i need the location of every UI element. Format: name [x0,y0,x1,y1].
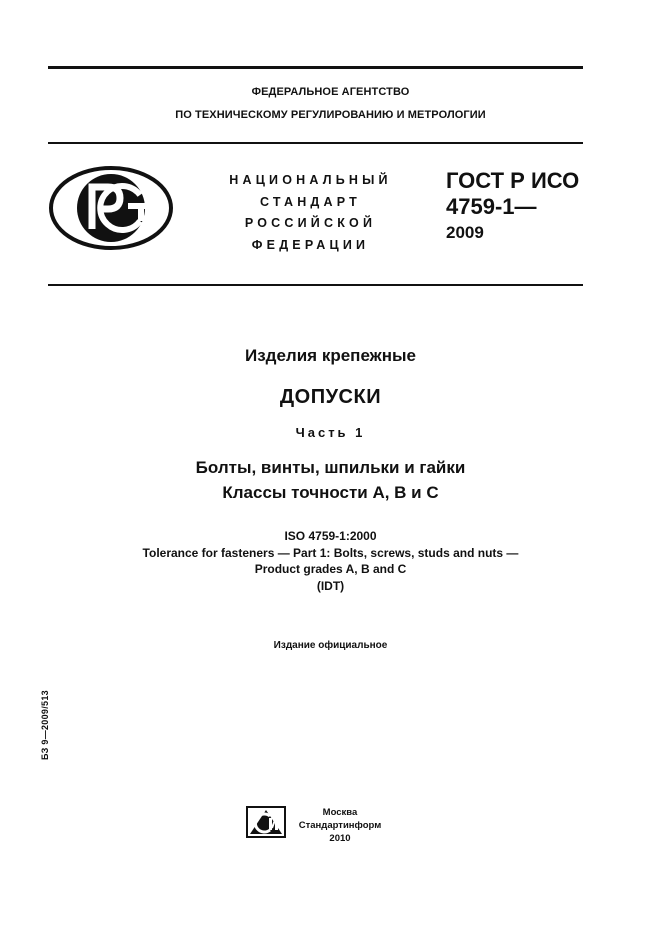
subtitle-line-2: Классы точности A, B и C [222,483,439,502]
natstd-line-1: НАЦИОНАЛЬНЫЙ [229,173,392,187]
iso-idt: (IDT) [316,578,345,593]
publisher-name: Стандартинформ [298,820,382,831]
gost-designation [446,168,579,246]
subtitle [0,455,661,505]
standartinform-logo-icon [246,806,286,838]
publisher-logo [246,806,286,838]
natstd-line-2: СТАНДАРТ [260,194,361,209]
iso-title-line-1: Tolerance for fasteners — Part 1: Bolts, screws, studs and nuts — [142,545,519,560]
top-rule [48,66,583,69]
edition-label: Издание официальное [273,640,388,651]
iso-number: ISO 4759-1:2000 [284,529,377,543]
publisher-year: 2010 [329,833,351,844]
agency-line-1: ФЕДЕРАЛЬНОЕ АГЕНТСТВО [251,86,410,98]
subtitle-line-1: Болты, винты, шпильки и гайки [195,458,466,477]
product-title: Изделия крепежные [245,346,416,365]
publisher-city: Москва [322,807,358,818]
national-standard-block [213,170,408,256]
gost-r-logo-icon [48,165,174,251]
iso-reference [0,528,661,594]
agency-line-2: ПО ТЕХНИЧЕСКОМУ РЕГУЛИРОВАНИЮ И МЕТРОЛОГИИ [175,109,486,121]
natstd-line-3: РОССИЙСКОЙ [244,216,377,230]
gost-line-2: 4759-1— [446,194,537,219]
publisher-block [292,806,388,845]
gost-year: 2009 [446,223,484,242]
header-rule [48,142,583,144]
block-rule [48,284,583,286]
iso-title-line-2: Product grades A, B and C [254,562,407,576]
gost-r-logo [48,165,174,251]
part-label: Часть 1 [295,425,366,440]
main-title: ДОПУСКИ [279,386,382,408]
logo-text: PCT [111,247,113,248]
gost-line-1: ГОСТ Р ИСО [446,168,580,193]
side-code: БЗ 9—2009/513 [40,690,50,760]
natstd-line-4: ФЕДЕРАЦИИ [251,237,370,252]
